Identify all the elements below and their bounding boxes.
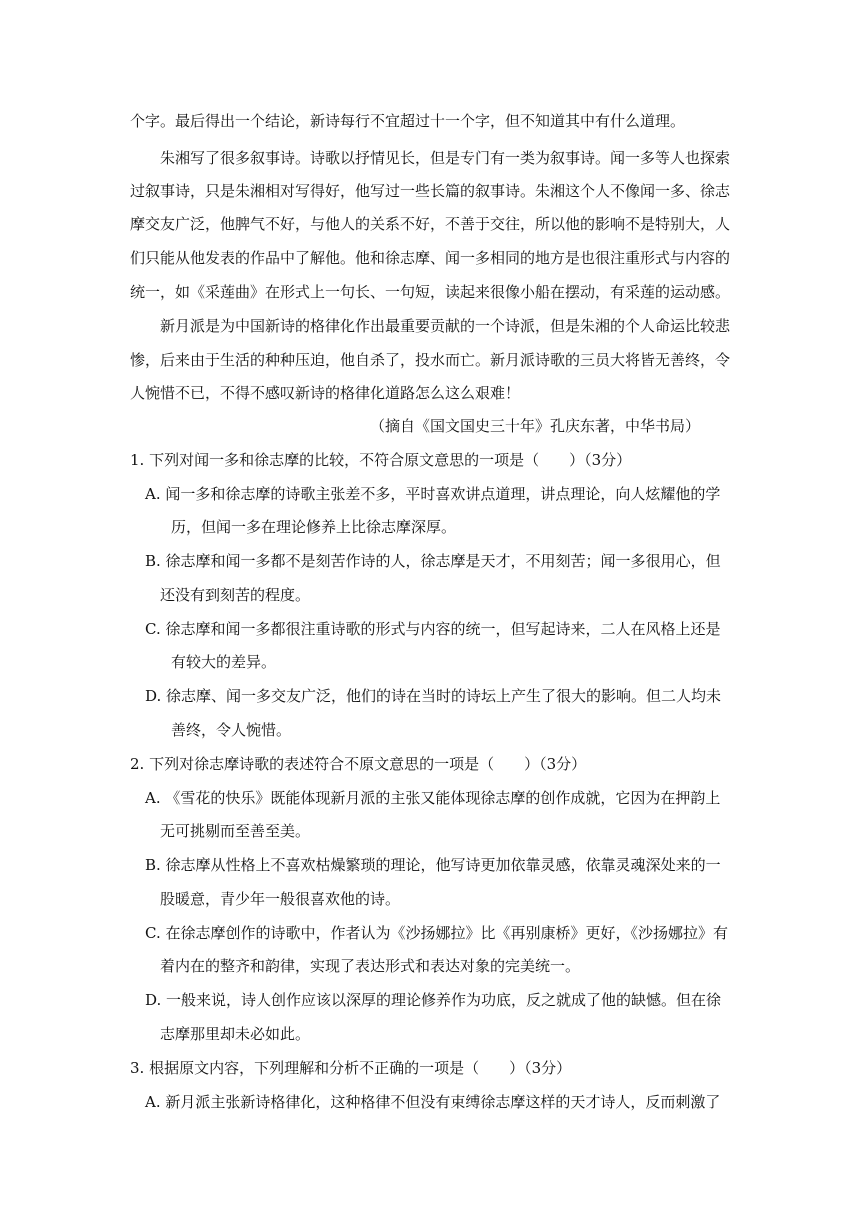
passage-line: 摩交友广泛，他脾气不好，与他人的关系不好，不善于交往，所以他的影响不是特别大，人: [130, 215, 731, 233]
option-d-line2: 善终，令人惋惜。: [171, 721, 292, 739]
question-stem: 1. 下列对闻一多和徐志摩的比较，不符合原文意思的一项是（ ）（3分）: [130, 451, 632, 469]
question-stem: 3. 根据原文内容，下列理解和分析不正确的一项是（ ）（3分）: [130, 1059, 572, 1077]
source-citation: （摘自《国文国史三十年》孔庆东著，中华书局）: [370, 417, 701, 435]
passage-line: 过叙事诗，只是朱湘相对写得好，他写过一些长篇的叙事诗。朱湘这个人不像闻一多、徐志: [130, 182, 731, 200]
option-a-line2: 历，但闻一多在理论修养上比徐志摩深厚。: [171, 518, 457, 536]
option-c-line1: C. 在徐志摩创作的诗歌中，作者认为《沙扬娜拉》比《再别康桥》更好，《沙扬娜拉》有: [145, 924, 728, 942]
passage-line: 统一，如《采莲曲》在形式上一句长、一句短，读起来很像小船在摆动，有采莲的运动感。: [130, 283, 731, 301]
passage-line: 新月派是为中国新诗的格律化作出最重要贡献的一个诗派，但是朱湘的个人命运比较悲: [160, 317, 731, 335]
option-d-line1: D. 一般来说，诗人创作应该以深厚的理论修养作为功底，反之就成了他的缺憾。但在徐: [145, 991, 722, 1009]
option-c-line2: 着内在的整齐和韵律，实现了表达形式和表达对象的完美统一。: [160, 957, 581, 975]
option-c-line2: 有较大的差异。: [171, 653, 277, 671]
option-a-line2: 无可挑剔而至善至美。: [160, 822, 311, 840]
option-d-line2: 志摩那里却未必如此。: [160, 1025, 311, 1043]
option-b-line2: 股暖意，青少年一般很喜欢他的诗。: [160, 890, 401, 908]
option-b-line1: B. 徐志摩从性格上不喜欢枯燥繁琐的理论，他写诗更加依靠灵感，依靠灵魂深处来的一: [145, 856, 721, 874]
option-d-line1: D. 徐志摩、闻一多交友广泛，他们的诗在当时的诗坛上产生了很大的影响。但二人均未: [145, 687, 722, 705]
option-a-line1: A. 《雪花的快乐》既能体现新月派的主张又能体现徐志摩的创作成就，它因为在押韵上: [145, 789, 721, 807]
passage-line: 们只能从他发表的作品中了解他。他和徐志摩、闻一多相同的地方是也很注重形式与内容的: [130, 249, 731, 267]
passage-line: 个字。最后得出一个结论，新诗每行不宜超过十一个字，但不知道其中有什么道理。: [130, 112, 686, 130]
passage-line: 朱湘写了很多叙事诗。诗歌以抒情见长，但是专门有一类为叙事诗。闻一多等人也探索: [160, 149, 731, 167]
option-b-line1: B. 徐志摩和闻一多都不是刻苦作诗的人，徐志摩是天才，不用刻苦；闻一多很用心，但: [145, 552, 721, 570]
option-b-line2: 还没有到刻苦的程度。: [160, 586, 311, 604]
question-stem: 2. 下列对徐志摩诗歌的表述符合不原文意思的一项是（ ）（3分）: [130, 755, 587, 773]
option-a-line1: A. 闻一多和徐志摩的诗歌主张差不多，平时喜欢讲点道理，讲点理论，向人炫耀他的学: [145, 485, 721, 503]
option-c-line1: C. 徐志摩和闻一多都很注重诗歌的形式与内容的统一，但写起诗来，二人在风格上还是: [145, 620, 721, 638]
passage-line: 惨，后来由于生活的种种压迫，他自杀了，投水而亡。新月派诗歌的三员大将皆无善终，令: [130, 351, 731, 369]
passage-line: 人惋惜不已，不得不感叹新诗的格律化道路怎么这么艰难！: [130, 384, 521, 402]
option-a-line1: A. 新月派主张新诗格律化，这种格律不但没有束缚徐志摩这样的天才诗人，反而刺激了: [145, 1093, 721, 1111]
